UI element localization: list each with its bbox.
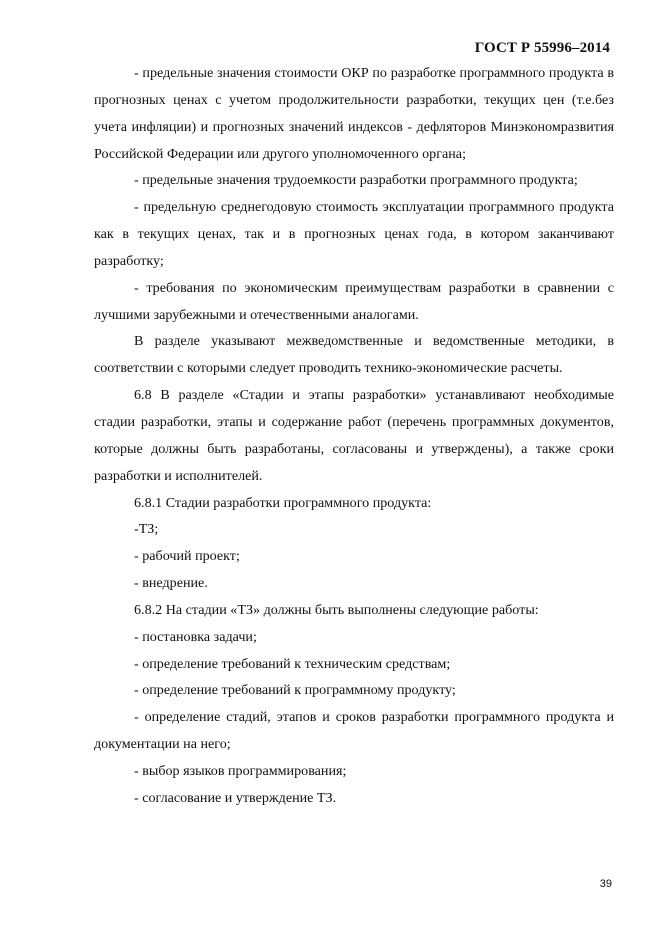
list-item-tz: -ТЗ;: [134, 521, 159, 538]
list-item-stages-definition: - определение стадий, этапов и сроков разработки программного продукта и документации на него;: [94, 709, 614, 753]
list-item-implementation: - внедрение.: [134, 575, 208, 592]
paragraph-section-6-8: 6.8 В разделе «Стадии и этапы разработки» устанавливают необходимые стадии разработки, этапы и содержание работ (перечень программных документов, которые должны быть разработаны, согласованы и утверждены), а также сроки разработки и исполнителей.: [94, 387, 614, 484]
list-item-language-choice: - выбор языков программирования;: [134, 762, 347, 779]
page-number: 39: [599, 878, 612, 890]
paragraph-cost-limits: - предельные значения стоимости ОКР по разработке программного продукта в прогнозных ценах с учетом продолжительности разработки, текущих цен (т.е.без учета инфляции) и прогнозных значений индексов - дефляторов Минэкономразвития Российской Федерации или другого уполномоченного органа;: [94, 65, 614, 162]
list-item-software-requirements: - определение требований к программному продукту;: [134, 682, 456, 699]
list-item-approval: - согласование и утверждение ТЗ.: [134, 789, 337, 806]
paragraph-economic-advantages: - требования по экономическим преимуществам разработки в сравнении с лучшими зарубежными и отечественными аналогами.: [94, 279, 614, 323]
list-item-hardware-requirements: - определение требований к техническим средствам;: [134, 655, 451, 672]
list-item-working-project: - рабочий проект;: [134, 548, 240, 565]
standard-header: ГОСТ Р 55996–2014: [474, 40, 610, 56]
paragraph-methodologies: В разделе указывают межведомственные и ведомственные методики, в соответствии с которыми следует проводить технико-экономические расчеты.: [94, 333, 614, 377]
document-body: [94, 60, 614, 812]
list-item-problem-statement: - постановка задачи;: [134, 628, 257, 645]
paragraph-section-6-8-2: 6.8.2 На стадии «ТЗ» должны быть выполнены следующие работы:: [134, 601, 539, 618]
paragraph-operating-cost: - предельную среднегодовую стоимость эксплуатации программного продукта как в текущих ценах, так и в прогнозных ценах года, в котором заканчивают разработку;: [94, 199, 614, 269]
paragraph-section-6-8-1: 6.8.1 Стадии разработки программного продукта:: [134, 494, 432, 511]
paragraph-labor-limits: - предельные значения трудоемкости разработки программного продукта;: [134, 172, 578, 189]
